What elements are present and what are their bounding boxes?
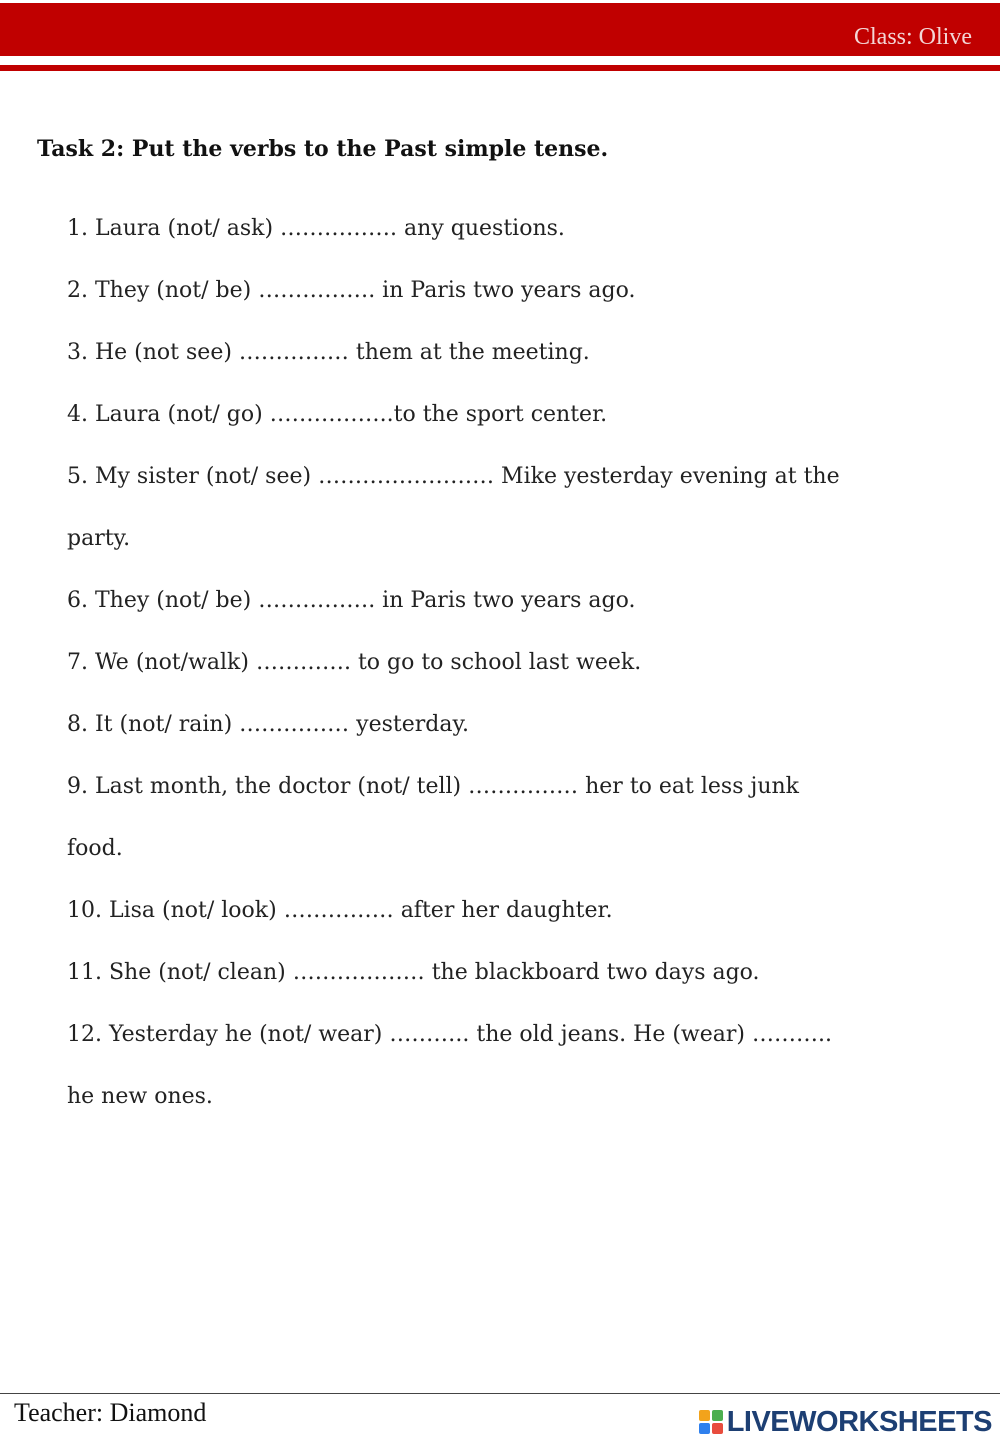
exercise-line-8: 8. It (not/ rain) …………… yesterday. [67,712,469,737]
logo-square-3 [699,1423,710,1434]
liveworksheets-logo-icon [699,1410,723,1434]
exercise-line-9-continued: food. [67,836,123,861]
liveworksheets-brand[interactable] [699,1405,992,1439]
exercise-line-12-continued: he new ones. [67,1084,213,1109]
exercise-line-3: 3. He (not see) …………… them at the meeting. [67,340,590,365]
logo-square-4 [712,1423,723,1434]
header-bar [0,3,1000,56]
brand-text: LIVEWORKSHEETS [726,1406,992,1438]
exercise-line-5-continued: party. [67,526,131,551]
exercise-line-4: 4. Laura (not/ go) ……………..to the sport center. [67,402,608,427]
exercise-line-11: 11. She (not/ clean) ……………… the blackboard two days ago. [67,960,760,985]
exercise-line-7: 7. We (not/walk) …………. to go to school last week. [67,650,642,675]
teacher-label: Teacher: Diamond [14,1398,207,1427]
exercise-line-10: 10. Lisa (not/ look) …………… after her daughter. [67,898,613,923]
exercise-list [67,212,967,1142]
footer-divider [0,1393,1000,1394]
class-label: Class: Olive [854,24,972,50]
header-divider [0,65,1000,71]
exercise-line-5: 5. My sister (not/ see) …………………… Mike yesterday evening at the [67,464,840,489]
exercise-line-6: 6. They (not/ be) ……………. in Paris two years ago. [67,588,636,613]
exercise-line-12: 12. Yesterday he (not/ wear) ……….. the old jeans. He (wear) ……….. [67,1022,832,1047]
logo-square-2 [712,1410,723,1421]
exercise-line-9: 9. Last month, the doctor (not/ tell) …………… her to eat less junk [67,774,799,799]
logo-square-1 [699,1410,710,1421]
exercise-line-2: 2. They (not/ be) ……………. in Paris two years ago. [67,278,636,303]
task-title: Task 2: Put the verbs to the Past simple tense. [37,136,609,162]
exercise-line-1: 1. Laura (not/ ask) ……………. any questions. [67,216,565,241]
